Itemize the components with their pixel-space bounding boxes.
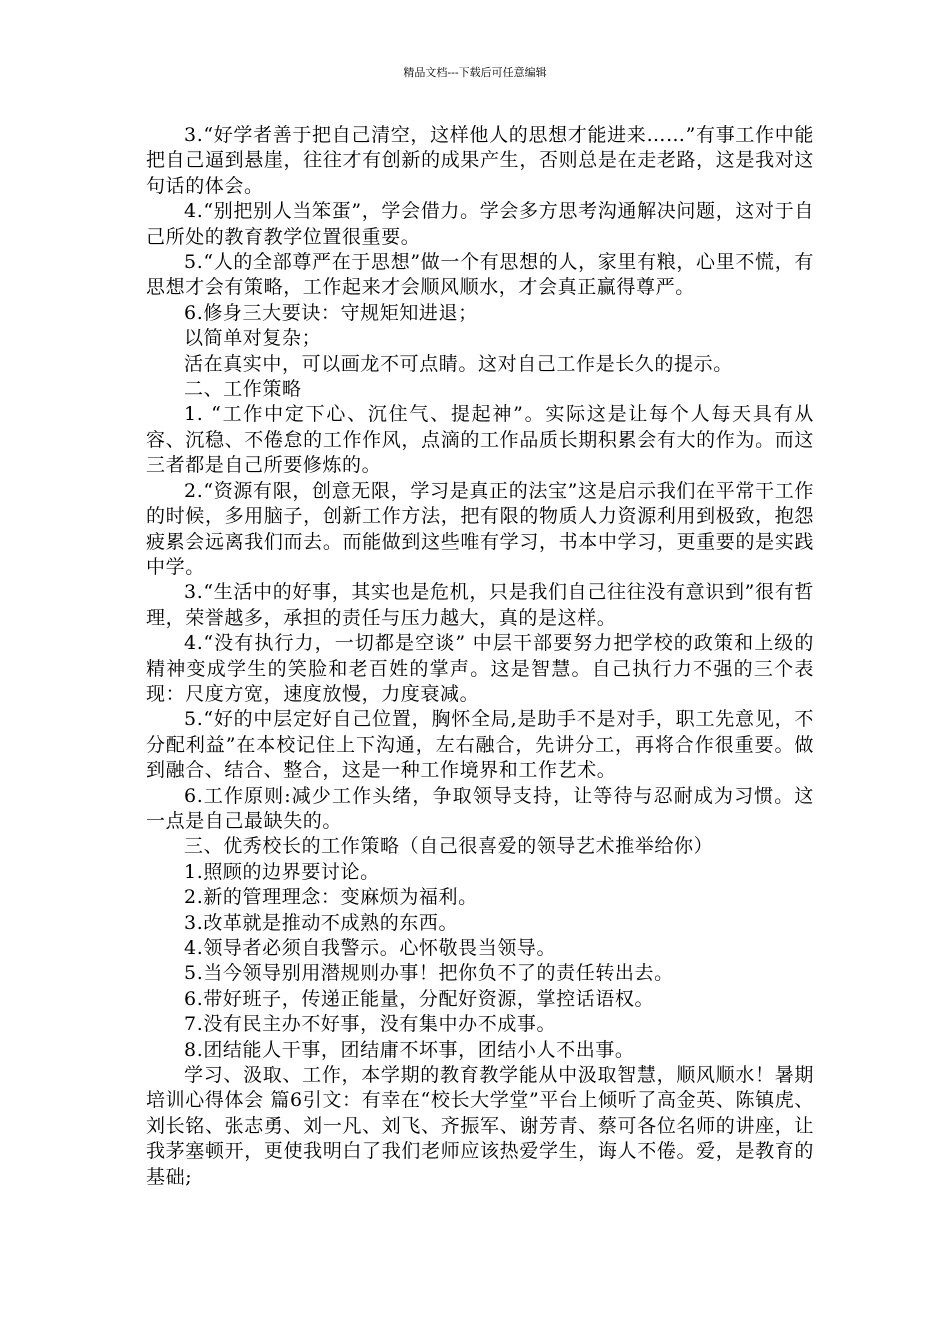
paragraph: 活在真实中，可以画龙不可点睛。这对自己工作是长久的提示。 (184, 352, 733, 375)
document-body (146, 123, 814, 1190)
page-header: 精品文档---下载后可任意编辑 (403, 66, 547, 79)
list-item: 7.没有民主办不好事，没有集中办不成事。 (184, 1013, 557, 1036)
paragraph: 3.“生活中的好事，其实也是危机，只是我们自己往往没有意识到”很有哲理，荣誉越多，承担的责任与压力越大，真的是这样。 (146, 581, 814, 629)
list-item: 1.照顾的边界要讨论。 (184, 860, 380, 883)
paragraph: 5.“人的全部尊严在于思想”做一个有思想的人，家里有粮，心里不慌，有思想才会有策略，工作起来才会顺风顺水，才会真正赢得尊严。 (146, 251, 814, 299)
paragraph: 1. “工作中定下心、沉住气、提起神”。实际这是让每个人每天具有从容、沉稳、不倦怠的工作作风，点滴的工作品质长期积累会有大的作为。而这三者都是自己所要修炼的。 (146, 403, 814, 477)
paragraph: 2.“资源有限，创意无限，学习是真正的法宝”这是启示我们在平常干工作的时候，多用脑子，创新工作方法，把有限的物质人力资源利用到极致，抱怨疲累会远离我们而去。而能做到这些唯有学习，书本中学习，更重要的是实践中学。 (146, 479, 814, 578)
paragraph: 5.“好的中层定好自己位置，胸怀全局,是助手不是对手，职工先意见，不分配利益”在本校记住上下沟通，左右融合，先讲分工，再将合作很重要。做到融合、结合、整合，这是一种工作境界和工作艺术。 (146, 708, 814, 782)
list-item: 8.团结能人干事，团结庸不坏事，团结小人不出事。 (184, 1038, 635, 1061)
paragraph: 学习、汲取、工作，本学期的教育教学能从中汲取智慧，顺风顺水！暑期培训心得体会 篇6引文：有幸在“校长大学堂”平台上倾听了高金英、陈镇虎、刘长铭、张志勇、刘一凡、刘飞、齐振军、谢芳青、蔡可各位名师的讲座，让我茅塞顿开，更使我明白了我们老师应该热爱学生，诲人不倦。爱，是教育的基础; (146, 1064, 815, 1188)
section-heading: 三、优秀校长的工作策略（自己很喜爱的领导艺术推举给你） (184, 835, 714, 858)
paragraph: 6.工作原则:减少工作头绪，争取领导支持，让等待与忍耐成为习惯。这一点是自己最缺失的。 (146, 784, 814, 832)
paragraph: 4.“别把别人当笨蛋”，学会借力。学会多方思考沟通解决问题，这对于自己所处的教育教学位置很重要。 (146, 200, 814, 248)
list-item: 3.改革就是推动不成熟的东西。 (184, 911, 459, 934)
paragraph: 3.“好学者善于把自己清空，这样他人的思想才能进来……”有事工作中能把自己逼到悬崖，往往才有创新的成果产生，否则总是在走老路，这是我对这句话的体会。 (146, 124, 814, 197)
list-item: 5.当今领导别用潜规则办事！把你负不了的责任转出去。 (184, 962, 674, 985)
list-item: 4.领导者必须自我警示。心怀敬畏当领导。 (184, 937, 557, 959)
paragraph: 以简单对复杂； (184, 327, 322, 350)
list-item: 6.带好班子，传递正能量，分配好资源，掌控话语权。 (184, 987, 655, 1010)
paragraph: 4.“没有执行力，一切都是空谈” 中层干部要努力把学校的政策和上级的精神变成学生的笑脸和老百姓的掌声。这是智慧。自己执行力不强的三个表现：尺度方宽，速度放慢，力度衰减。 (146, 632, 814, 705)
list-item: 2.新的管理理念：变麻烦为福利。 (184, 886, 478, 909)
paragraph: 6.修身三大要诀：守规矩知进退； (184, 301, 478, 324)
section-heading: 二、工作策略 (184, 378, 302, 401)
